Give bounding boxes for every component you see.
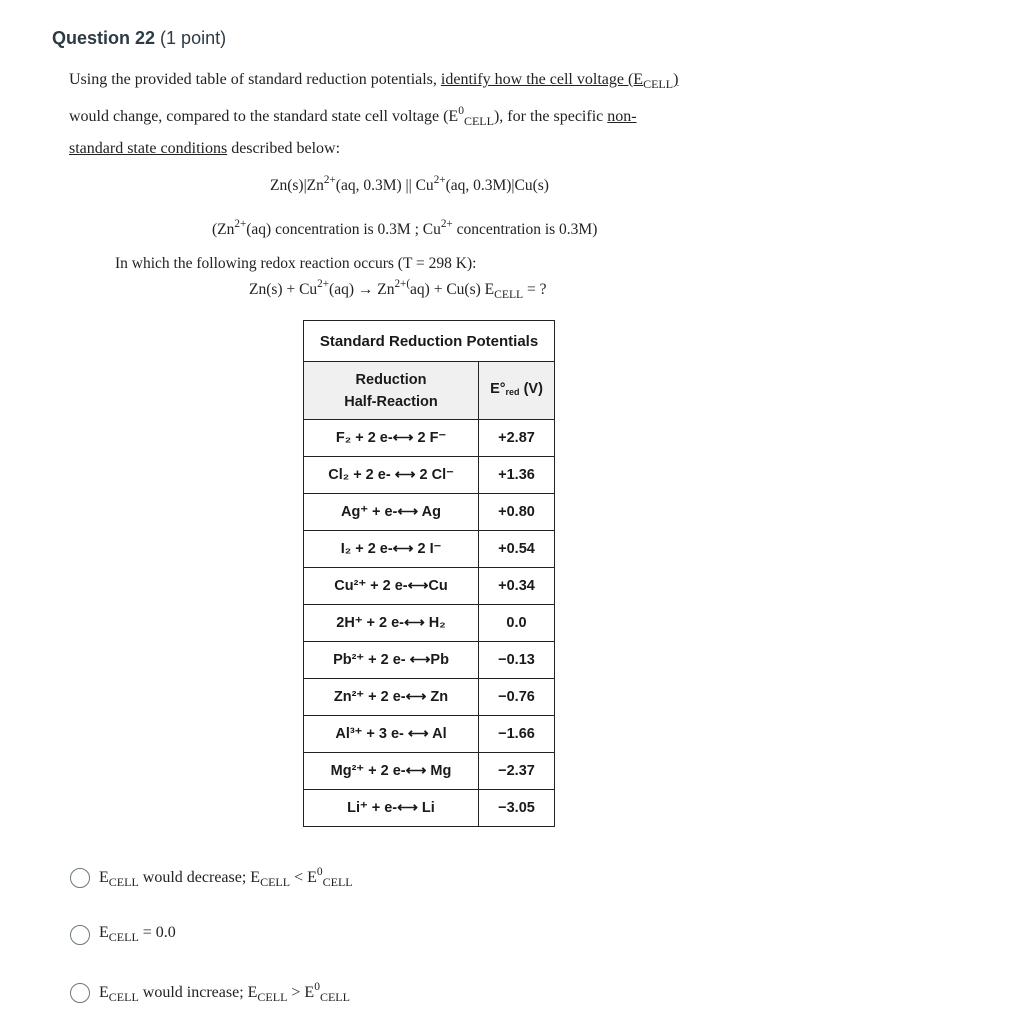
- question-title: [52, 28, 226, 49]
- option-label: [99, 981, 350, 1005]
- opt-sup: 0: [314, 981, 320, 993]
- header-line: Reduction: [355, 371, 427, 388]
- reaction-text: (aq) → Zn: [329, 281, 395, 298]
- potential-cell: −3.05: [479, 790, 555, 827]
- conc-text: (Zn: [212, 221, 235, 238]
- half-reaction-cell: 2H⁺ + 2 e-⟷ H₂: [304, 605, 479, 642]
- potential-cell: −2.37: [479, 753, 555, 790]
- table-row: [304, 605, 555, 642]
- prompt-emphasis-conditions: standard state conditions: [69, 140, 228, 157]
- column-header-half-reaction: [304, 362, 479, 420]
- header-line: Half-Reaction: [344, 393, 438, 410]
- opt-text: would decrease; E: [138, 869, 261, 886]
- half-reaction-cell: Zn²⁺ + 2 e-⟷ Zn: [304, 679, 479, 716]
- opt-text: > E: [287, 984, 315, 1001]
- radio-button[interactable]: [70, 925, 90, 945]
- reaction-text: = ?: [523, 281, 547, 298]
- half-reaction-cell: Mg²⁺ + 2 e-⟷ Mg: [304, 753, 479, 790]
- reaction-sup: 2+: [317, 278, 330, 290]
- option-decrease[interactable]: [70, 866, 353, 890]
- potential-cell: −0.76: [479, 679, 555, 716]
- reduction-potentials-table: [303, 320, 555, 827]
- opt-sub: CELL: [322, 875, 353, 889]
- option-label: [99, 924, 176, 945]
- opt-text: E: [99, 984, 109, 1001]
- potential-cell: +2.87: [479, 420, 555, 457]
- half-reaction-cell: Al³⁺ + 3 e- ⟷ Al: [304, 716, 479, 753]
- prompt-text: described below:: [227, 140, 341, 157]
- conc-text: (aq) concentration is 0.3M ; Cu: [246, 221, 441, 238]
- opt-sub: CELL: [260, 875, 291, 889]
- prompt-emphasis-end: ): [673, 71, 679, 88]
- radio-button[interactable]: [70, 983, 90, 1003]
- potential-cell: +1.36: [479, 457, 555, 494]
- potential-cell: −0.13: [479, 642, 555, 679]
- header-unit: (V): [519, 381, 543, 397]
- conc-sup: 2+: [234, 218, 247, 230]
- half-reaction-cell: F₂ + 2 e-⟷ 2 F⁻: [304, 420, 479, 457]
- cell-sup: 2+: [433, 174, 446, 186]
- redox-reaction: [249, 278, 547, 301]
- prompt-emphasis-text: identify how the cell voltage (E: [440, 71, 644, 88]
- table-row: [304, 642, 555, 679]
- opt-sub: CELL: [319, 990, 350, 1004]
- opt-sub: CELL: [257, 990, 288, 1004]
- half-reaction-cell: I₂ + 2 e-⟷ 2 I⁻: [304, 531, 479, 568]
- cell-text: Zn(s)|Zn: [270, 177, 324, 194]
- column-header-ered: [479, 362, 555, 420]
- prompt-sup: 0: [458, 105, 464, 117]
- opt-sub: CELL: [108, 875, 139, 889]
- question-points: (1 point): [160, 28, 227, 48]
- cell-text: (aq, 0.3M) || Cu: [335, 177, 434, 194]
- half-reaction-cell: Cl₂ + 2 e- ⟷ 2 Cl⁻: [304, 457, 479, 494]
- table-row: [304, 568, 555, 605]
- table-row: [304, 420, 555, 457]
- prompt-sub: CELL: [463, 114, 494, 128]
- opt-text: < E: [290, 869, 317, 886]
- table-row: [304, 531, 555, 568]
- radio-button[interactable]: [70, 868, 90, 888]
- reaction-sup: 2+(: [394, 278, 411, 290]
- option-zero[interactable]: [70, 924, 176, 945]
- half-reaction-cell: Li⁺ + e-⟷ Li: [304, 790, 479, 827]
- potential-cell: 0.0: [479, 605, 555, 642]
- table-row: [304, 494, 555, 531]
- half-reaction-cell: Ag⁺ + e-⟷ Ag: [304, 494, 479, 531]
- table-row: [304, 457, 555, 494]
- concentration-note: [212, 218, 597, 239]
- prompt-text: Using the provided table of standard reduction potentials,: [69, 71, 441, 88]
- table-caption: Standard Reduction Potentials: [304, 321, 555, 362]
- option-increase[interactable]: [70, 981, 350, 1005]
- prompt-text: would change, compared to the standard state cell voltage (E: [69, 108, 459, 125]
- prompt-emphasis-sub: CELL: [643, 77, 674, 91]
- table-row: [304, 679, 555, 716]
- opt-text: E: [99, 924, 109, 941]
- opt-text: would increase; E: [138, 984, 258, 1001]
- potential-cell: −1.66: [479, 716, 555, 753]
- prompt-emphasis-nonstandard: non-: [607, 108, 637, 125]
- option-label: [99, 866, 353, 890]
- potential-cell: +0.34: [479, 568, 555, 605]
- opt-sub: CELL: [108, 990, 139, 1004]
- half-reaction-cell: Pb²⁺ + 2 e- ⟷Pb: [304, 642, 479, 679]
- prompt-emphasis-identify: [440, 71, 679, 91]
- header-e-sub: red: [505, 387, 520, 397]
- reaction-text: Zn(s) + Cu: [249, 281, 318, 298]
- cell-notation: [270, 174, 549, 195]
- opt-text: = 0.0: [138, 924, 176, 941]
- reaction-condition: In which the following redox reaction occurs (T = 298 K):: [115, 255, 477, 272]
- header-e: E°: [490, 381, 506, 397]
- conc-sup: 2+: [440, 218, 453, 230]
- table-row: [304, 716, 555, 753]
- conc-text: concentration is 0.3M): [452, 221, 598, 238]
- potential-cell: +0.80: [479, 494, 555, 531]
- prompt-text: ), for the specific: [493, 108, 608, 125]
- opt-sup: 0: [316, 866, 323, 878]
- reaction-sub: CELL: [494, 288, 524, 301]
- opt-sub: CELL: [108, 930, 139, 944]
- table-row: [304, 753, 555, 790]
- question-number: Question 22: [52, 28, 156, 48]
- table-row: [304, 790, 555, 827]
- cell-text: (aq, 0.3M)|Cu(s): [445, 177, 549, 194]
- cell-sup: 2+: [323, 174, 336, 186]
- potential-cell: +0.54: [479, 531, 555, 568]
- question-prompt: [69, 66, 759, 162]
- half-reaction-cell: Cu²⁺ + 2 e-⟷Cu: [304, 568, 479, 605]
- reaction-text: aq) + Cu(s) E: [410, 281, 495, 298]
- opt-text: E: [99, 869, 109, 886]
